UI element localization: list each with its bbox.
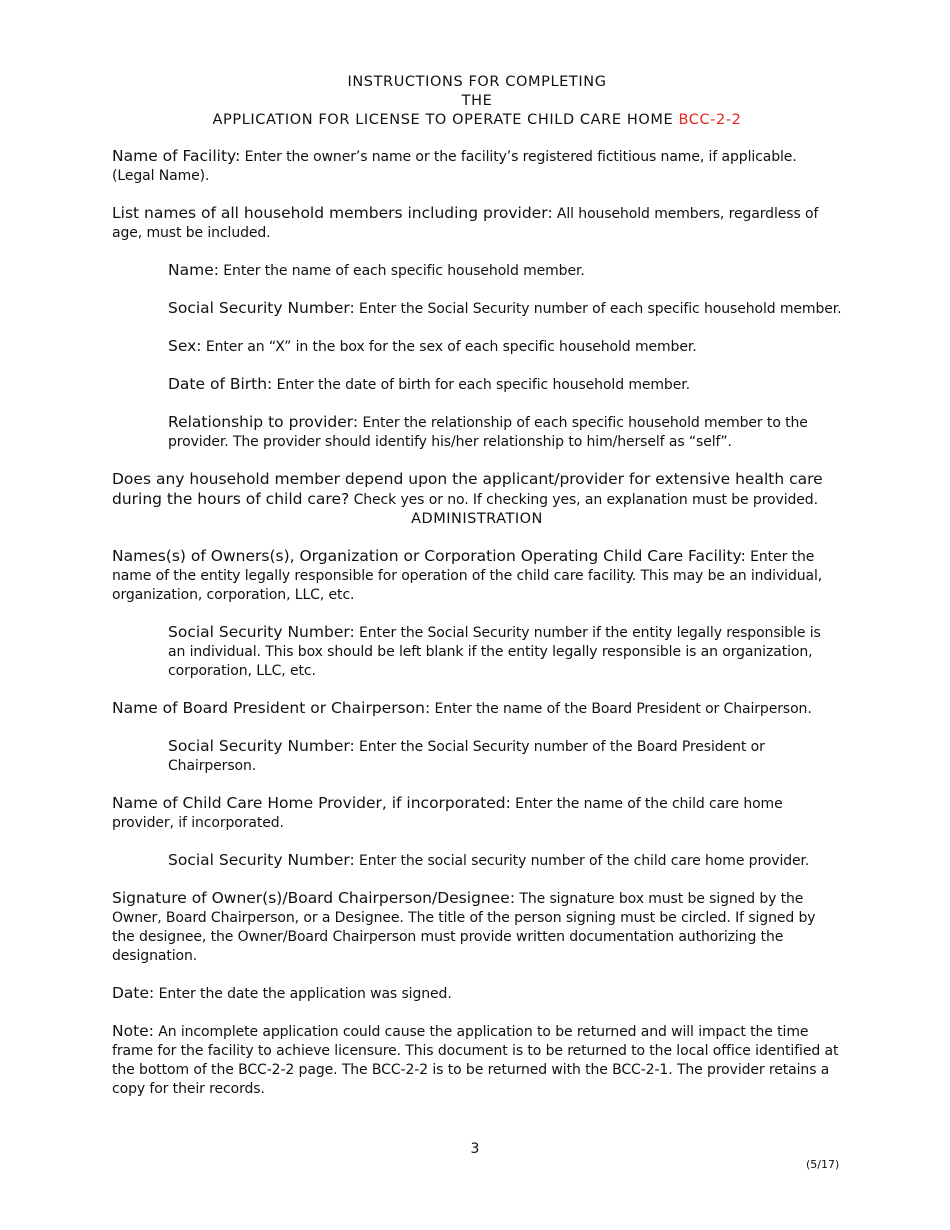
- health-text: Check yes or no. If checking yes, an explanation must be provided.: [349, 492, 818, 508]
- name-text: Enter the name of each specific household member.: [218, 263, 585, 279]
- form-code: BCC-2-2: [678, 112, 742, 128]
- household-text: All household members, regardless of age, must be included.: [112, 206, 819, 241]
- administration-heading: ADMINISTRATION: [411, 511, 543, 527]
- title-line-1: INSTRUCTIONS FOR COMPLETING: [347, 74, 607, 90]
- note-text: An incomplete application could cause the application to be returned and will impact the time frame for the facility to achieve licensure. This document is to be returned to the local office identified at the bottom of the BCC-2-2 page. The BCC-2-2 is to be returned with the BCC-2-1. The provider retains a copy for their records.: [112, 1024, 839, 1097]
- provider-label: Name of Child Care Home Provider, if incorporated:: [112, 794, 511, 812]
- ssn-owner-label: Social Security Number:: [168, 623, 355, 641]
- dob-instruction: [168, 375, 842, 395]
- facility-text: Enter the owner’s name or the facility’s registered fictitious name, if applicable. (Legal Name).: [112, 149, 797, 184]
- note-label: Note:: [112, 1022, 154, 1040]
- date-instruction: [112, 984, 842, 1004]
- relationship-text: Enter the relationship of each specific household member to the provider. The provider should identify his/her relationship to him/herself as “self”.: [168, 415, 808, 450]
- signature-label: Signature of Owner(s)/Board Chairperson/Designee:: [112, 889, 516, 907]
- note-instruction: [112, 1022, 842, 1099]
- signature-text: The signature box must be signed by the Owner, Board Chairperson, or a Designee. The title of the person signing must be circled. If signed by the designee, the Owner/Board Chairperson must provide written documentation authorizing the designation.: [112, 891, 816, 964]
- ssn-board-label: Social Security Number:: [168, 737, 355, 755]
- owners-label: Names(s) of Owners(s), Organization or Corporation Operating Child Care Facility:: [112, 547, 746, 565]
- relationship-label: Relationship to provider:: [168, 413, 359, 431]
- provider-instruction: [112, 794, 842, 833]
- sex-instruction: [168, 337, 842, 357]
- date-text: Enter the date the application was signed.: [154, 986, 452, 1002]
- sex-label: Sex:: [168, 337, 202, 355]
- dob-label: Date of Birth:: [168, 375, 273, 393]
- title-line-3: [112, 111, 842, 130]
- revision-date: (5/17): [806, 1158, 840, 1171]
- instructions-page: [112, 73, 842, 1099]
- ssn-provider-text: Enter the social security number of the child care home provider.: [354, 853, 810, 869]
- ssn-owner-text: Enter the Social Security number if the entity legally responsible is an individual. This box should be left blank if the entity legally responsible is an organization, corporation, LLC, etc.: [168, 625, 821, 679]
- page-number: 3: [470, 1141, 480, 1157]
- health-instruction: [112, 470, 842, 510]
- board-text: Enter the name of the Board President or Chairperson.: [430, 701, 812, 717]
- board-label: Name of Board President or Chairperson:: [112, 699, 431, 717]
- title-line-2: THE: [461, 93, 493, 109]
- board-instruction: [112, 699, 842, 719]
- ssn-provider-instruction: [168, 851, 842, 871]
- ssn-provider-label: Social Security Number:: [168, 851, 355, 869]
- relationship-instruction: [168, 413, 842, 452]
- household-label: List names of all household members including provider:: [112, 204, 553, 222]
- facility-label: Name of Facility:: [112, 147, 241, 165]
- ssn-member-instruction: [168, 299, 842, 319]
- household-instruction: [112, 204, 842, 243]
- provider-text: Enter the name of the child care home provider, if incorporated.: [112, 796, 783, 831]
- title-text: APPLICATION FOR LICENSE TO OPERATE CHILD CARE HOME: [212, 112, 674, 128]
- health-label: Does any household member depend upon the applicant/provider for extensive health care during the hours of child care?: [112, 470, 823, 508]
- facility-instruction: [112, 147, 842, 186]
- signature-instruction: [112, 889, 842, 966]
- date-label: Date:: [112, 984, 155, 1002]
- ssn-owner-instruction: [168, 623, 842, 681]
- name-label: Name:: [168, 261, 219, 279]
- ssn-member-text: Enter the Social Security number of each specific household member.: [354, 301, 842, 317]
- owners-instruction: [112, 547, 842, 605]
- ssn-board-text: Enter the Social Security number of the Board President or Chairperson.: [168, 739, 765, 774]
- sex-text: Enter an “X” in the box for the sex of each specific household member.: [201, 339, 697, 355]
- owners-text: Enter the name of the entity legally responsible for operation of the child care facility. This may be an individual, organization, corporation, LLC, etc.: [112, 549, 823, 603]
- ssn-member-label: Social Security Number:: [168, 299, 355, 317]
- name-instruction: [168, 261, 842, 281]
- ssn-board-instruction: [168, 737, 842, 776]
- dob-text: Enter the date of birth for each specific household member.: [272, 377, 690, 393]
